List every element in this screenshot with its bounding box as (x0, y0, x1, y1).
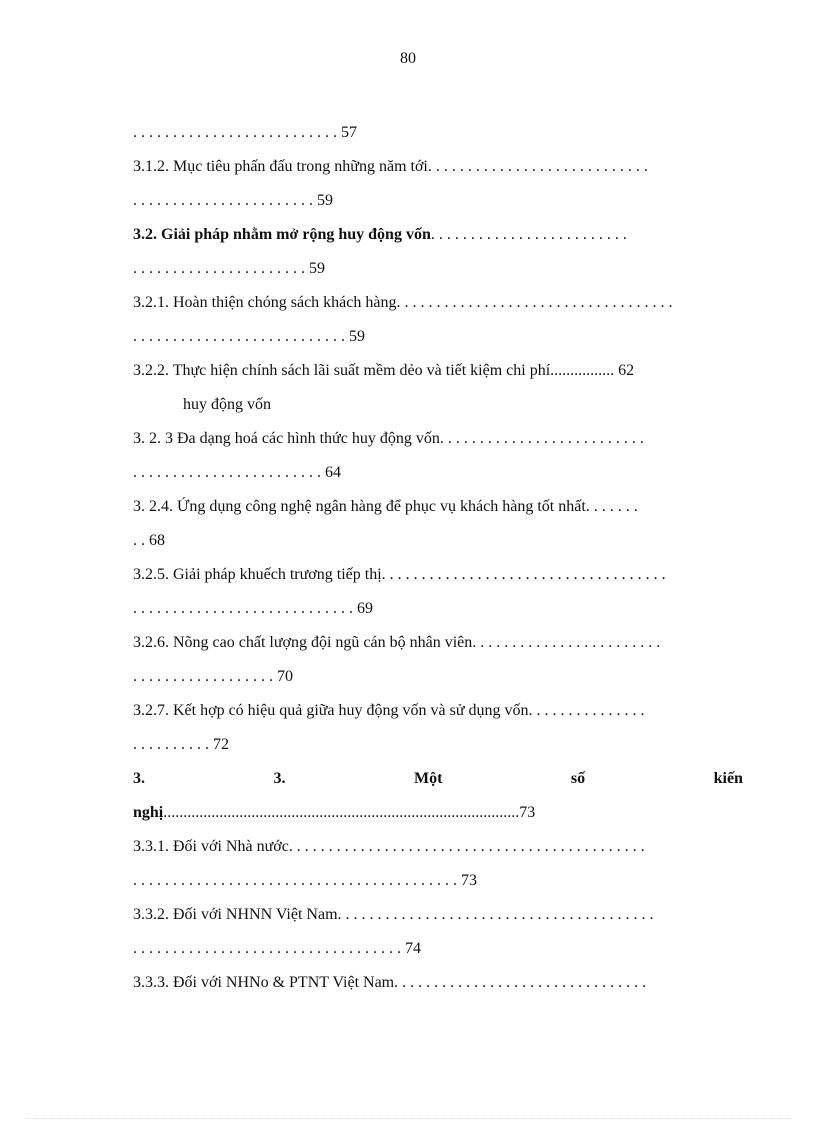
toc-section-heading: 3.2. Giải pháp nhằm mở rộng huy động vốn (133, 226, 431, 243)
toc-line: 3.2.6. Nõng cao chất lượng đội ngũ cán bộ nhân viên. . . . . . . . . . . . . . . . . . . . . . . . (133, 634, 661, 651)
page-number: 80 (400, 50, 416, 67)
toc-line: . . 68 (133, 532, 165, 549)
toc-line: . . . . . . . . . . . . . . . . . . 70 (133, 668, 293, 685)
toc-line: . . . . . . . . . . . . . . . . . . . . . . 59 (133, 260, 325, 277)
toc-line-continuation: huy động vốn (183, 396, 271, 413)
toc-line: . . . . . . . . . . 72 (133, 736, 229, 753)
toc-line (133, 218, 743, 252)
toc-line: . . . . . . . . . . . . . . . . . . . . . . . . . . . . 69 (133, 600, 373, 617)
toc-line: . . . . . . . . . . . . . . . . . . . . . . . 59 (133, 192, 333, 209)
toc-section-heading-justified (133, 762, 743, 796)
toc-line: 3.2.7. Kết hợp có hiệu quả giữa huy động vốn và sử dụng vốn. . . . . . . . . . . . . . . (133, 702, 645, 719)
heading-word: Một (413, 770, 443, 787)
heading-word: nghị (133, 804, 164, 821)
toc-line: 3. 2.4. Ứng dụng công nghệ ngân hàng để phục vụ khách hàng tốt nhất. . . . . . . (133, 498, 638, 515)
heading-word: 3. (133, 770, 145, 787)
toc-line: 3.3.3. Đối với NHNo & PTNT Việt Nam. . . . . . . . . . . . . . . . . . . . . . . . . . . . . . . . (133, 974, 647, 991)
toc-line: . . . . . . . . . . . . . . . . . . . . . . . . . . 57 (133, 124, 357, 141)
toc-line: . . . . . . . . . . . . . . . . . . . . . . . . 64 (133, 464, 341, 481)
toc-line: 3.1.2. Mục tiêu phấn đấu trong những năm tới. . . . . . . . . . . . . . . . . . . . . . . . . . . . (133, 158, 648, 175)
toc-line: 3.3.1. Đối với Nhà nước. . . . . . . . . . . . . . . . . . . . . . . . . . . . . . . . . . . . . . . . . . . . . (133, 838, 645, 855)
toc-line: 3.2.5. Giải pháp khuếch trương tiếp thị. . . . . . . . . . . . . . . . . . . . . . . . . . . . . . . . . . . . (133, 566, 666, 583)
toc-leader: . . . . . . . . . . . . . . . . . . . . . . . . . (430, 226, 627, 243)
toc-line: 3.2.1. Hoàn thiện chóng sách khách hàng. . . . . . . . . . . . . . . . . . . . . . . . . . . . . . . . . . . (133, 294, 673, 311)
toc-line: 3.3.2. Đối với NHNN Việt Nam. . . . . . . . . . . . . . . . . . . . . . . . . . . . . . . . . . . . . . . . (133, 906, 654, 923)
table-of-contents (133, 116, 743, 1000)
page-bottom-rule (25, 1118, 791, 1119)
heading-word: 3. (273, 770, 286, 787)
toc-line: 3.2.2. Thực hiện chính sách lãi suất mềm dẻo và tiết kiệm chi phí................ 62 (133, 362, 635, 379)
heading-word: số (570, 770, 586, 787)
heading-word: kiến (713, 770, 743, 787)
toc-line: 3. 2. 3 Đa dạng hoá các hình thức huy động vốn. . . . . . . . . . . . . . . . . . . . . . . . . . (133, 430, 644, 447)
toc-line: . . . . . . . . . . . . . . . . . . . . . . . . . . . 59 (133, 328, 365, 345)
toc-leader: .........................................................................................73 (163, 804, 536, 821)
toc-line: . . . . . . . . . . . . . . . . . . . . . . . . . . . . . . . . . . 74 (133, 940, 421, 957)
toc-line: . . . . . . . . . . . . . . . . . . . . . . . . . . . . . . . . . . . . . . . . . 73 (133, 872, 477, 889)
toc-line (133, 796, 743, 830)
